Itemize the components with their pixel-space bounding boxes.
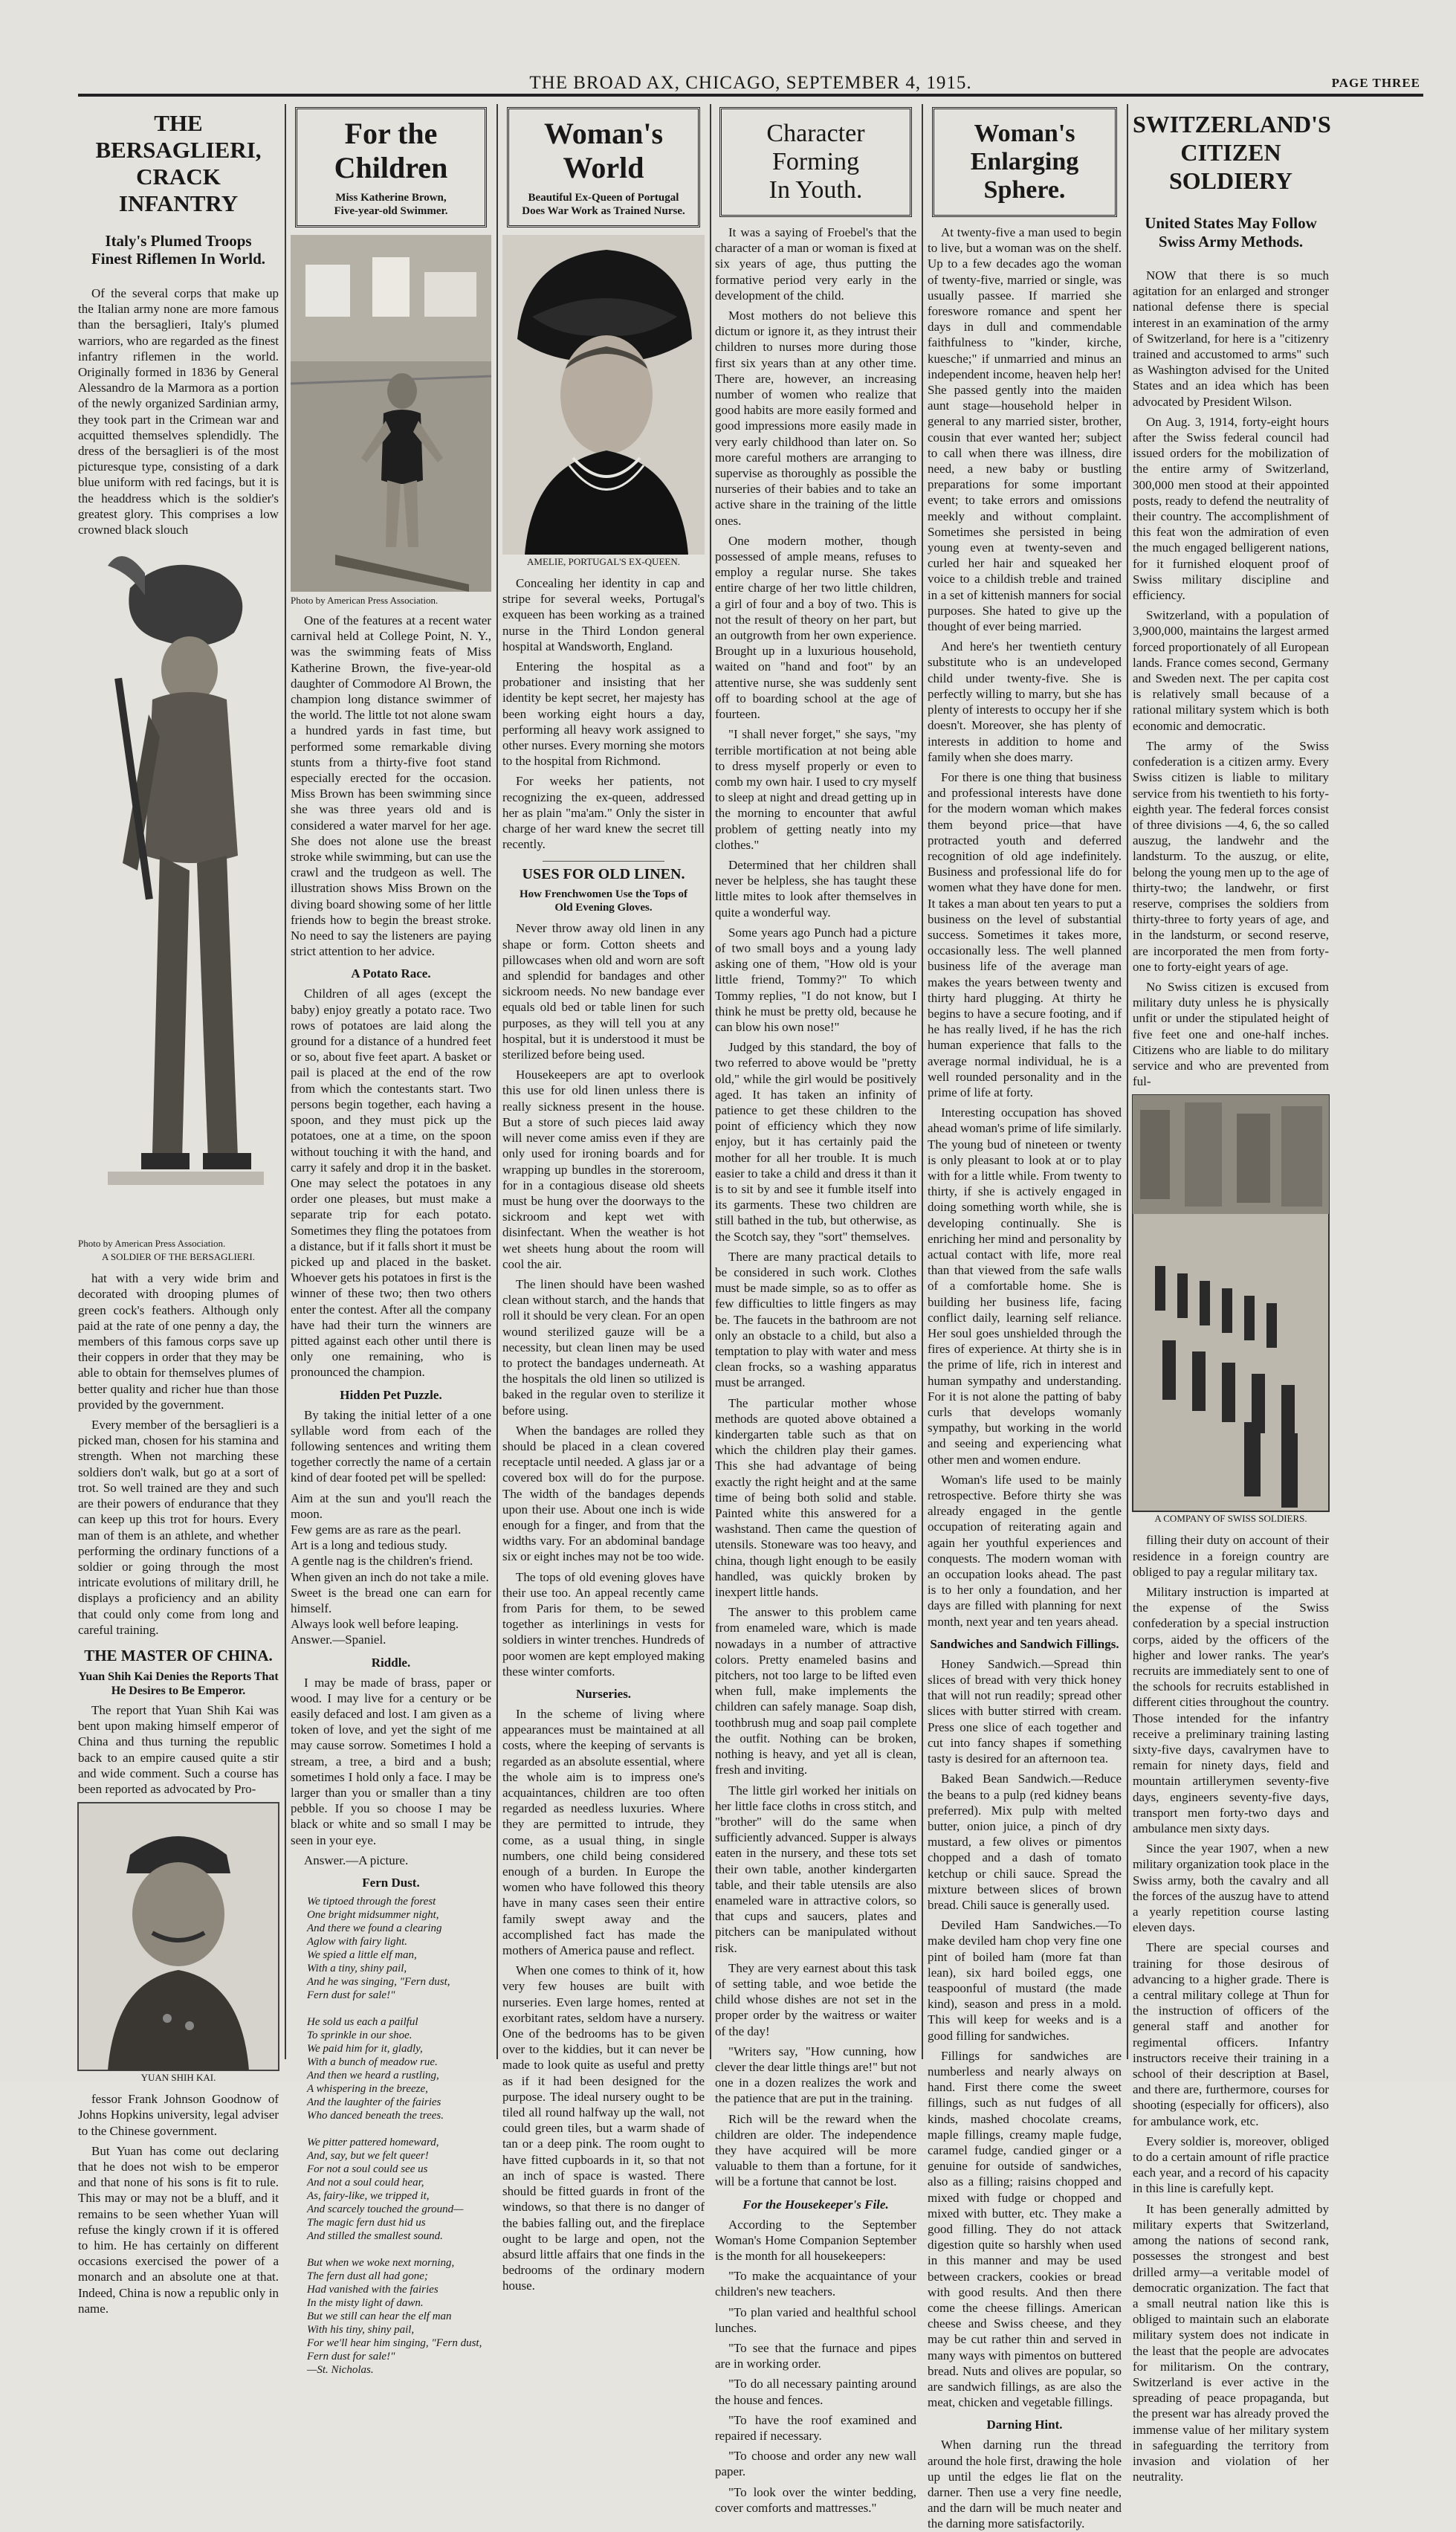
masthead [78,71,1423,97]
column-rule [710,104,711,2059]
article-paragraph: Switzerland, with a population of 3,900,000, maintains the largest armed forced proportionately of all European lands. France comes second, Germany and Sweden next. The per capita cost is relatively small because of a rational military system which is both economic and democratic. [1133,608,1329,733]
article-paragraph: They are very earnest about this task of setting table, and woe betide the child whose dishes are not set in the proper order by the waitress or waiter of the day! [715,1960,916,2038]
article-paragraph: Baked Bean Sandwich.—Reduce the beans to a pulp (red kidney beans preferred). Mix pulp with melted butter, onion juice, a pinch of dry mustard, a few olives or pimentos chopped and a dash of tomato ketchup or chili sauce. Spread the mixture between slices of brown bread. Chili sauce is generally used. [928,1772,1122,1912]
section-subtitle: Beautiful Ex-Queen of Portugal [528,192,679,204]
article-paragraph: One of the features at a recent water carnival held at College Point, N. Y., was the swimming feats of Miss Katherine Brown, the five-year-old daughter of Commodore Al Brown, the champion long distance swimmer of the world. The little tot not alone swam a hundred yards in fast time, but performed some remarkable diving stunts from a thirty-five foot stand especially erected for the occasion. Miss Brown has been swimming since she was three years old and is considered a water marvel for her age. She does not alone use the breast stroke while swimming, but can use the crawl and the trudgeon as well. The illustration shows Miss Brown on the diving board showing some of her little friends how to begin the breast stroke. No need to say the listeners are paying strict attention to her advice. [291,613,491,959]
article-paragraph: Military instruction is imparted at the expense of the Swiss confederation by a special instruction corps, aided by the officers of the higher and lower ranks. The year's recruits are immediately sent to one of the schools for recruits established in different cities throughout the country. Those intended for the infantry receive a preliminary training lasting sixty-five days, cavalrymen have to remain for ninety days, field and mountain artillerymen seventy-five days, engineers seventy-five days, transport men forty-two days and ambulance men sixty days. [1133,1584,1329,1836]
section-subtitle: Does War Work as Trained Nurse. [522,205,685,217]
title-line: Sphere. [983,176,1066,204]
photo-caption: A COMPANY OF SWISS SOLDIERS. [1154,1513,1307,1525]
subhead-hidden-pet-puzzle: Hidden Pet Puzzle. [340,1387,442,1402]
article-paragraph: Deviled Ham Sandwiches.—To make deviled ham chop very fine one pint of boiled ham (more fat than lean), six hard boiled eggs, one teaspoonful of mustard (the made kind), season and press in a mold. This will keep for weeks and is a good filling for sandwiches. [928,1918,1122,2043]
subhead-master-of-china: Yuan Shih Kai Denies the Reports That He Desires to Be Emperor. [78,1670,279,1697]
photo-caption: A SOLDIER OF THE BERSAGLIERI. [102,1251,255,1263]
column-switzerland [1133,104,1331,2484]
article-paragraph: "Writers say, "How cunning, how clever the dear little things are!" but not one in a dozen realizes the work and the patience that are put in the training. [715,2044,916,2106]
headline-bersaglieri [78,110,279,217]
article-paragraph: Woman's life used to be mainly retrospective. Before thirty she was already engaged in the gentle occupation of reiterating again and again her youthful experiences and conquests. The modern woman with an occupation looks ahead. The past is to her only a foundation, and her days are filled with planning for next month, next year and ten years ahead. [928,1472,1122,1629]
photo-bersaglieri [78,543,279,1235]
photo-caption: YUAN SHIH KAI. [140,2072,216,2084]
article-paragraph: "To make the acquaintance of your children's new teachers. [715,2269,916,2299]
subhead-fern-dust: Fern Dust. [362,1876,420,1890]
subhead-nurseries: Nurseries. [575,1687,632,1701]
article-paragraph: But Yuan has come out declaring that he does not wish to be emperor and that none of his sons is fit to rule. This may or may not be a bluff, and it remains to be seen whether Yuan will refuse the kingly crown if it is offered to him. He has certainly on different occasions exercised the power of a monarch and an absolute one at that. Indeed, China is now a republic only in name. [78,2143,279,2316]
article-paragraph: It was a saying of Froebel's that the character of a man or woman is fixed at six years of age, thus putting the formative period very early in the development of the child. [715,225,916,303]
article-paragraph: The little girl worked her initials on her little face cloths in cross stitch, and "brother" will do the same when sufficiently advanced. Supper is always eaten in the nursery, and these tots set their own table, another kindergarten table, and their table utensils are also enameled ware in attractive colors, so that cups and saucers, plates and pitchers can be manipulated without risk. [715,1783,916,1955]
riddle-answer: Answer.—A picture. [304,1853,409,1867]
section-title [939,120,1110,204]
subhead-switzerland: United States May Follow Swiss Army Methods. [1145,214,1317,251]
section-subtitle: Five-year-old Swimmer. [334,205,448,217]
section-header-womans-enlarging-sphere [932,107,1117,217]
article-paragraph: "To do all necessary painting around the house and fences. [715,2377,916,2407]
article-paragraph: hat with a very wide brim and decorated with drooping plumes of green cock's feathers. Although only paid at the rate of one penny a day, the members of this famous corps save up their coppers in order that they may be able to obtain for themselves plumes of better quality and richer hue than those provided by the government. [78,1271,279,1412]
article-paragraph: There are many practical details to be considered in such work. Clothes must be made simple, so as to offer as few difficulties to little fingers as may be. The faucets in the bathroom are not only an obstacle to a child, but also a temptation to play with water and mess clean frocks, so a washing apparatus must be arranged. [715,1249,916,1390]
column-for-the-children [291,104,491,2377]
article-paragraph: "To have the roof examined and repaired if necessary. [715,2412,916,2444]
column-rule [922,104,923,2059]
masthead-title: THE BROAD AX, CHICAGO, SEPTEMBER 4, 1915. [529,73,972,93]
article-paragraph: In the scheme of living where appearances must be maintained at all costs, where the keeping of servants is regarded as an absolute essential, where the whole aim is to impress one's acquaintances, children are too often regarded as needless luxuries. Where they are permitted to intrude, they come, as a usual thing, in single numbers, one child being considered enough of a burden. In Europe the women who have followed this theory have in many cases seen their entire family swept away and the accomplished fact has made the mothers of America pause and reflect. [502,1707,705,1958]
headline-line: CITIZEN SOLDIERY [1168,139,1293,194]
column-bersaglieri [78,104,279,2316]
article-paragraph: The linen should have been washed clean without starch, and the hands that roll it should be very clean. For an open wound sterilized gauze will be a necessity, but clean linen may be used to protect the bandages underneath. At the hospitals the old linen so utilized is baked in the regular oven to sterilize it before using. [502,1276,705,1418]
section-header-character-forming [719,107,912,217]
subhead-bersaglieri: Italy's Plumed Troops Finest Riflemen In World. [91,232,266,268]
article-paragraph: filling their duty on account of their residence in a foreign country are obliged to pay a regular military tax. [1133,1533,1329,1579]
article-paragraph: Fillings for sandwiches are numberless and nearly always on hand. First there come the sweet fillings, such as nut fudges of all kinds, mashed chocolate creams, maple fillings, creamy maple fudge, caramel fudge, candied ginger or a genuine for outside of sandwiches, also as a filling; raisins chopped and mixed with fudge or chopped and mixed with butter, etc. They make a good filling. They do not attack digestion quite so harshly when used in this manner and may be used between crackers, cookies or bread with good results. And then there come the cheese fillings. American cheese and Swiss cheese, and they may be cut rather thin and served in many ways with pimentos on buttered bread. Nuts and olives are popular, so are sandwich fillings, as are also the meat, chicken and vegetable fillings. [928,2048,1122,2410]
article-paragraph: "I shall never forget," she says, "my terrible mortification at not being able to dress myself properly or even to comb my own hair. I used to cry myself to sleep at night and dread getting up in the morning to encounter that awful problem of getting neatly into my clothes." [715,727,916,852]
article-paragraph: Every soldier is, moreover, obliged to do a certain amount of rifle practice each year, and a record of his capacity in this line is carefully kept. [1133,2134,1329,2196]
section-header-for-the-children [295,107,487,227]
article-paragraph: At twenty-five a man used to begin to live, but a woman was on the shelf. Up to a few decades ago the woman of twenty-five, married or single, was usually passee. If married she foreswore romance and spent her days in dull and commendable faithfulness to "kinder, kirche, kuesche;" if unmarried and minus an independent income, heaven help her! She passed gently into the maiden aunt stage—household helper in general to any married sister, brother, cousin that ever wanted her; subject to call when there was illness, dire need, a new baby or bustling preparations for some important event; to take errors and omissions meekly and without complaint. Sometimes she persisted in being young even at twenty-seven and curled her hair and squeaked her voice to a childish treble and trained in a set of kittenish manners for social purposes. She hated to give up the thought of ever being married. [928,225,1122,634]
subhead-old-linen: How Frenchwomen Use the Tops of Old Evening Gloves. [520,888,687,914]
article-paragraph: Of the several corps that make up the Italian army none are more famous than the bersaglieri, Italy's plumed warriors, who are regarded as the finest infantry riflemen in the world. Originally formed in 1836 by General Alessandro de la Marmora as a portion of the newly organized Sardinian army, they took part in the Crimean war and acquitted themselves splendidly. The dress of the bersaglieri is of the most picturesque type, consisting of a dark blue uniform with red facings, but it is the headdress which is the soldier's greatest glory. This comprises a low crowned black slouch [78,286,279,537]
headline-line: CRACK INFANTRY [118,164,239,216]
headline-line: THE BERSAGLIERI, [95,110,262,163]
article-paragraph: The army of the Swiss confederation is a citizen army. Every Swiss citizen is liable to military service from his twentieth to his forty-eighth year. The federal forces consist of three divisions —4, 6, the so called auszug, the landwehr and the landsturm. To the auszug, or elite, belong the young men up to the age of thirty-two; the landwehr, or first reserve, comprises the soldiers from thirty-three to forty years of age, and in the landsturm, or second reserve, are incorporated the men from forty-one to forty-eight years of age. [1133,738,1329,974]
article-paragraph: I may be made of brass, paper or wood. I may live for a century or be easily defaced and lost. I am given as a token of love, and yet the sight of me may cause sorrow. Sometimes I hold a stream, a tree, a bird and a bush; sometimes I hold only a face. I may be larger than you or smaller than a tiny pebble. If you so choose I may be black or white and so small I may be seen in your eye. [291,1675,491,1847]
section-title: Woman's World [543,117,664,184]
article-paragraph: When one comes to think of it, how very few houses are built with nurseries. Even large homes, rented at exorbitant rates, seldom have a nursery. One of the bedrooms has to be given over to the kiddies, but it can never be made to look quite as useful and pretty as if it had been designed for the purpose. The ideal nursery ought to be tiled all round halfway up the wall, not could green tiles, but a warm shade of tan or a deep pink. The room ought to have fitted cupboards in it, so that not an inch of space is wasted. There should be fitted guards in front of the windows, so that there is no danger of the babies falling out, and the fireplace ought to be large and open, not the absurd little affairs that one finds in the bedrooms of the ordinary modern house. [502,1963,705,2293]
article-paragraph: The report that Yuan Shih Kai was bent upon making himself emperor of China and thus turning the republic back to an empire caused quite a stir and wide comment. Such a course has been reported as advocated by Pro- [78,1702,279,1796]
article-paragraph: fessor Frank Johnson Goodnow of Johns Hopkins university, legal adviser to the Chinese government. [78,2092,279,2138]
article-paragraph: Some years ago Punch had a picture of two small boys and a young lady asking one of them, "How old is your little friend, Tommy?" To which Tommy replies, "I do not know, but I think he must be pretty old, because he can blow his own nose!" [715,925,916,1034]
article-paragraph: Never throw away old linen in any shape or form. Cotton sheets and pillowcases when old and worn are soft and splendid for bandages and other sickroom needs. No new bandage ever equals old bed or table linen for such purposes, as they will tell you at any hospital, but it is understood it must be sterilized before being used. [502,921,705,1062]
column-character-forming [715,104,916,2515]
section-title [726,120,905,204]
photo-swiss-soldiers [1133,1095,1329,1511]
subhead-riddle: Riddle. [371,1655,411,1670]
article-paragraph: For weeks her patients, not recognizing the ex-queen, addressed her as plain "ma'am." Only the sister in charge of her ward knew the secret till recently. [502,774,705,852]
article-paragraph: "To choose and order any new wall paper. [715,2449,916,2479]
photo-swimmer [291,235,491,592]
article-paragraph: One modern mother, though possessed of ample means, refuses to employ a regular nurse. She takes entire charge of her two little children, a girl of four and a boy of two. This is not the result of theory on her part, but an outgrowth from her own experience. Brought up in a luxurious household, waited on "hand and foot" by an attentive nurse, she was suddenly sent off to boarding school at the age of fourteen. [715,533,916,722]
column-rule [1127,104,1128,2059]
article-paragraph: According to the September Woman's Home Companion September is the month for all housekeepers: [715,2217,916,2263]
subhead-darning-hint: Darning Hint. [986,2418,1063,2432]
section-header-womans-world [507,107,700,227]
divider [543,861,664,862]
section-subtitle: Miss Katherine Brown, [335,192,447,204]
article-paragraph: There are special courses and training for those desirous of advancing to a higher grade. There is a central military college at Thun for the instruction of officers of the general staff and another for regimental officers. Infantry instructors receive their training in a school of their description at Basel, and there are, furthermore, courses for shooting (especially for officers), also for ambulance work, etc. [1133,1940,1329,2128]
article-paragraph: The answer to this problem came from enameled ware, which is made nowadays in a number of attractive colors. Pretty enameled basins and pitchers, not too large to be lifted even when full, make implements the children can safely manage. Soap dish, toothbrush mug and soap pail complete the outfit. Nothing can be broken, nothing is heavy, and yet all is clean, fresh and inviting. [715,1605,916,1777]
article-paragraph: When darning run the thread around the hole first, drawing the hole up until the edges lie flat on the darner. Then use a very fine needle, and the darn will be much neater and the darning more satisfactorily. [928,2438,1122,2531]
poem-fern-dust: We tiptoed through the forest One bright midsummer night, And there we found a clearing Aglow with fairy light. We spied a little elf man, With a tiny, shiny pail, And he was singing, "Fern dust, Fern dust for sale!" He sold us each a pailful To sprinkle in our shoe. We paid him for it, gladly, With a bunch of meadow rue. And then we heard a rustling, A whispering in the breeze, And the laughter of the fairies Who danced beneath the trees. We pitter pattered homeward, And, say, but we felt queer! For not a soul could see us And not a soul could hear, As, fairy-like, we tripped it, And scarcely touched the ground— The magic fern dust hid us And stilled the smallest sound. But when we woke next morning, The fern dust all had gone; Had vanished with the fairies In the misty light of dawn. But we still can hear the elf man With his tiny, shiny pail, For we'll hear him singing, "Fern dust, Fern dust for sale!" —St. Nicholas. [307,1896,482,2377]
title-line: Woman's [974,120,1075,147]
column-rule [496,104,498,2059]
puzzle-lines: Aim at the sun and you'll reach the moon. Few gems are as rare as the pearl. Art is a long and tedious study. A gentle nag is the children's friend. When given an inch do not take a mile. Sweet is the bread one can earn for himself. Always look well before leaping. Answer.—Spaniel. [291,1491,491,1647]
article-paragraph: And here's her twentieth century substitute who is an undeveloped child under twenty-five. She is perfectly willing to marry, but she has plenty of interests to occupy her if she doesn't. Moreover, she has plenty of interests in addition to home and family when she does marry. [928,639,1122,764]
page-number: PAGE THREE [1331,76,1420,90]
article-paragraph: Most mothers do not believe this dictum or ignore it, as they intrust their children to nurses more during those first six years than at any other time. There are, however, an increasing number of women who realize that good habits are more easily formed and good impressions more easily made in very early childhood than later on. So more careful mothers are arranging to supervise as thoroughly as possible the nurseries of their babies and to take an active share in the training of the little ones. [715,309,916,528]
photo-credit: Photo by American Press Association. [78,1238,226,1250]
article-paragraph: Judged by this standard, the boy of two referred to above would be "pretty old," while the girl would be positively aged. It has taken an infinity of patience to get these children to the point of efficiency which they now enjoy, but it has certainly paid the mother for all her trouble. It is much easier to take a child and dress it than it is to sit by and see it fumble itself into its garments. These two children are still bathed in the tub, but otherwise, as the Scotch say, they "sort" themselves. [715,1040,916,1244]
title-line: In Youth. [769,176,863,204]
article-paragraph: Determined that her children shall never be helpless, she has taught these little mites to look after themselves in quite a wonderful way. [715,857,916,920]
headline-switzerland [1133,110,1329,195]
article-paragraph: "To plan varied and healthful school lunches. [715,2305,916,2335]
article-paragraph: It has been generally admitted by military experts that Switzerland, among the nations of second rank, possesses the strongest and best drilled army—a veritable model of democratic organization. The fact that a small neutral nation like this is obliged to maintain such an elaborate military system does not indicate in the least that the people are advocates for militarism. On the contrary, Switzerland is ever active in the spreading of peace propaganda, but the present war has already proved the immense value of her military system in safeguarding the territory from invasion and violation of her neutrality. [1133,2201,1329,2484]
article-paragraph: Honey Sandwich.—Spread thin slices of bread with very thick honey that will not run readily; spread other slices with butter stirred with cream. Press one slice of each together and cut into fancy shapes if something tasty is desired for an afternoon tea. [928,1656,1122,1766]
article-paragraph: Concealing her identity in cap and stripe for several weeks, Portugal's exqueen has been working as a trained nurse in the Third London general hospital at Wandsworth, England. [502,576,705,653]
subhead-potato-race: A Potato Race. [351,966,431,981]
article-paragraph: Rich will be the reward when the children are older. The independence they have acquired will be more valuable to them than a fortune, for it will be a fortune that cannot be lost. [715,2111,916,2189]
subhead-housekeepers-file: For the Housekeeper's File. [742,2197,889,2212]
article-paragraph: On Aug. 3, 1914, forty-eight hours after the Swiss federal council had issued orders for the mobilization of the entire army of Switzerland, 300,000 men stood at their appointed posts, ready to defend the neutrality of their country. The accomplishment of this feat won the admiration of even the much engaged belligerent nations, for it furnished eloquent proof of Swiss military discipline and efficiency. [1133,414,1329,603]
article-paragraph: NOW that there is so much agitation for an enlarged and stronger national defense there is special interest in an examination of the army of Switzerland, for here is a "citizenry trained and accustomed to arms" such as Washington advised for the United States and an idea which has been advocated by President Wilson. [1133,268,1329,409]
article-paragraph: "To see that the furnace and pipes are in working order. [715,2341,916,2371]
article-paragraph: Since the year 1907, when a new military organization took place in the Swiss army, both the cavalry and all the forces of the auszug have to attend a yearly repetition course lasting eleven days. [1133,1841,1329,1935]
article-paragraph: "To look over the winter bedding, cover comforts and mattresses." [715,2484,916,2515]
photo-ex-queen [502,235,705,555]
photo-yuan-shih-kai [78,1803,279,2070]
article-paragraph: The tops of old evening gloves have their use too. An appeal recently came from Paris for them, to be sewed together as interlinings in vests for soldiers in winter trenches. Hundreds of poor women are kept employed making these winter comforts. [502,1569,705,1679]
photo-credit: Photo by American Press Association. [291,595,439,606]
section-title: For the Children [334,117,448,184]
article-paragraph: By taking the initial letter of a one syllable word from each of the following sentences and writing them together correctly the name of a certain kind of dear footed pet will be spelled: [291,1407,491,1485]
headline-line: SWITZERLAND'S [1133,111,1331,138]
title-line: Character [766,120,865,147]
article-paragraph: For there is one thing that business and professional interests have done for the modern woman which makes them beyond price—that have protracted youth and deferred recognition of old age indefinitely. Business and professional life do for women what they have done for men. It takes a man about ten years to put a business on the level of substantial success. Sometimes it takes more, occasionally less. The well planned business life of the average man makes the years between twenty and thirty hard plugging. At thirty he begins to have a secure footing, and if he has really lived, if he has the rich human experience that falls to the average normal individual, he is a well rounded personality and in the prime of life at forty. [928,769,1122,1099]
article-paragraph: The particular mother whose methods are quoted above obtained a kindergarten table such as that on which the children play their games. This she had advantage of being exactly the right height and at the same time of being both solid and stable. Painted white this answered for a washstand. Then came the question of utensils. Stoneware was too heavy, and china, though light enough to be easily handled, was quickly broken by inexpert little hands. [715,1395,916,1600]
article-paragraph: Interesting occupation has shoved ahead woman's prime of life similarly. The young bud of nineteen or twenty is only pleasant to look at or to play with for a little while. From twenty to thirty, if she is actively engaged in doing something worth while, she is developing continually. She is enriching her mind and personality by actual contact with life, more real than that viewed from the safe walls of a comfortable home. She is building her business life, facing conflict daily, learning self reliance. Her soul goes unshielded through the fires of experience. At thirty she is in the prime of life, rich in interest and human sympathy and understanding. For it is not alone the patting of baby curls that develops womanly sympathy, but working in the world and seeing and experiencing what other men and women endure. [928,1105,1122,1467]
title-line: Enlarging [970,148,1079,175]
article-paragraph: Entering the hospital as a probationer and insisting that her identity be kept secret, her majesty has been working eight hours a day, performing all heavy work assigned to other nurses. Every morning she motors to the hospital from Richmond. [502,659,705,769]
subhead-sandwiches: Sandwiches and Sandwich Fillings. [930,1636,1119,1651]
title-line: Forming [771,148,860,175]
headline-master-of-china: THE MASTER OF CHINA. [84,1646,273,1664]
article-paragraph: Housekeepers are apt to overlook this use for old linen unless there is really sickness present in the house. But a store of such pieces laid away will never come amiss even if they are only used for ironing boards and for wrapping up bundles in the storeroom, for in a contagious disease old sheets must be hung over the doorways to the sickroom and kept wet with disinfectant. When the weather is hot wet sheets hung about the room will cool the air. [502,1068,705,1271]
article-paragraph: No Swiss citizen is excused from military duty unless he is physically unfit or under the stipulated height of five feet one and one-half inches. Citizens who are liable to do military service and who are prevented from ful- [1133,979,1329,1089]
photo-caption: AMELIE, PORTUGAL'S EX-QUEEN. [527,556,680,567]
column-rule [285,104,286,2059]
headline-uses-for-old-linen: USES FOR OLD LINEN. [522,866,685,883]
article-paragraph: Every member of the bersaglieri is a picked man, chosen for his stamina and strength. When not marching these soldiers don't walk, but go at a sort of trot. So well trained are they and such are their powers of endurance that they can keep up this trot for hours. Every man of them is an athlete, and whether performing the ordinary functions of a soldier or going through the most intricate evolutions of military drill, he displays a proficiency and an ability that could only come from long and careful training. [78,1418,279,1637]
column-womans-enlarging-sphere [928,104,1122,2531]
column-womans-world [502,104,705,2293]
article-paragraph: When the bandages are rolled they should be placed in a clean covered receptacle until needed. A glass jar or a covered box will do for the purpose. The width of the bandages depends upon their use. About one inch is wide enough for a finger, and from that the widths vary. For an abdominal bandage six or eight inches may not be too wide. [502,1423,705,1564]
article-paragraph: Children of all ages (except the baby) enjoy greatly a potato race. Two rows of potatoes are laid along the ground for a distance of a hundred feet or so, about five feet apart. A basket or pail is placed at the end of the row from which the contestants start. Two persons begin together, each having a spoon, and they must pick up the potatoes, one at a time, on the spoon without touching it with the hand, and carry it safely and drop it in the basket. One may select the potatoes in any order one pleases, but must make a separate trip for each potato. Sometimes they fling the potatoes from a distance, but if it falls short it must be picked up and placed in the basket. Whoever gets his potatoes in first is the winner of these two; then two others enter the contest. After all the company have had their turn the winners are pitted against each other until there is only one remaining, who is pronounced the champion. [291,986,491,1380]
